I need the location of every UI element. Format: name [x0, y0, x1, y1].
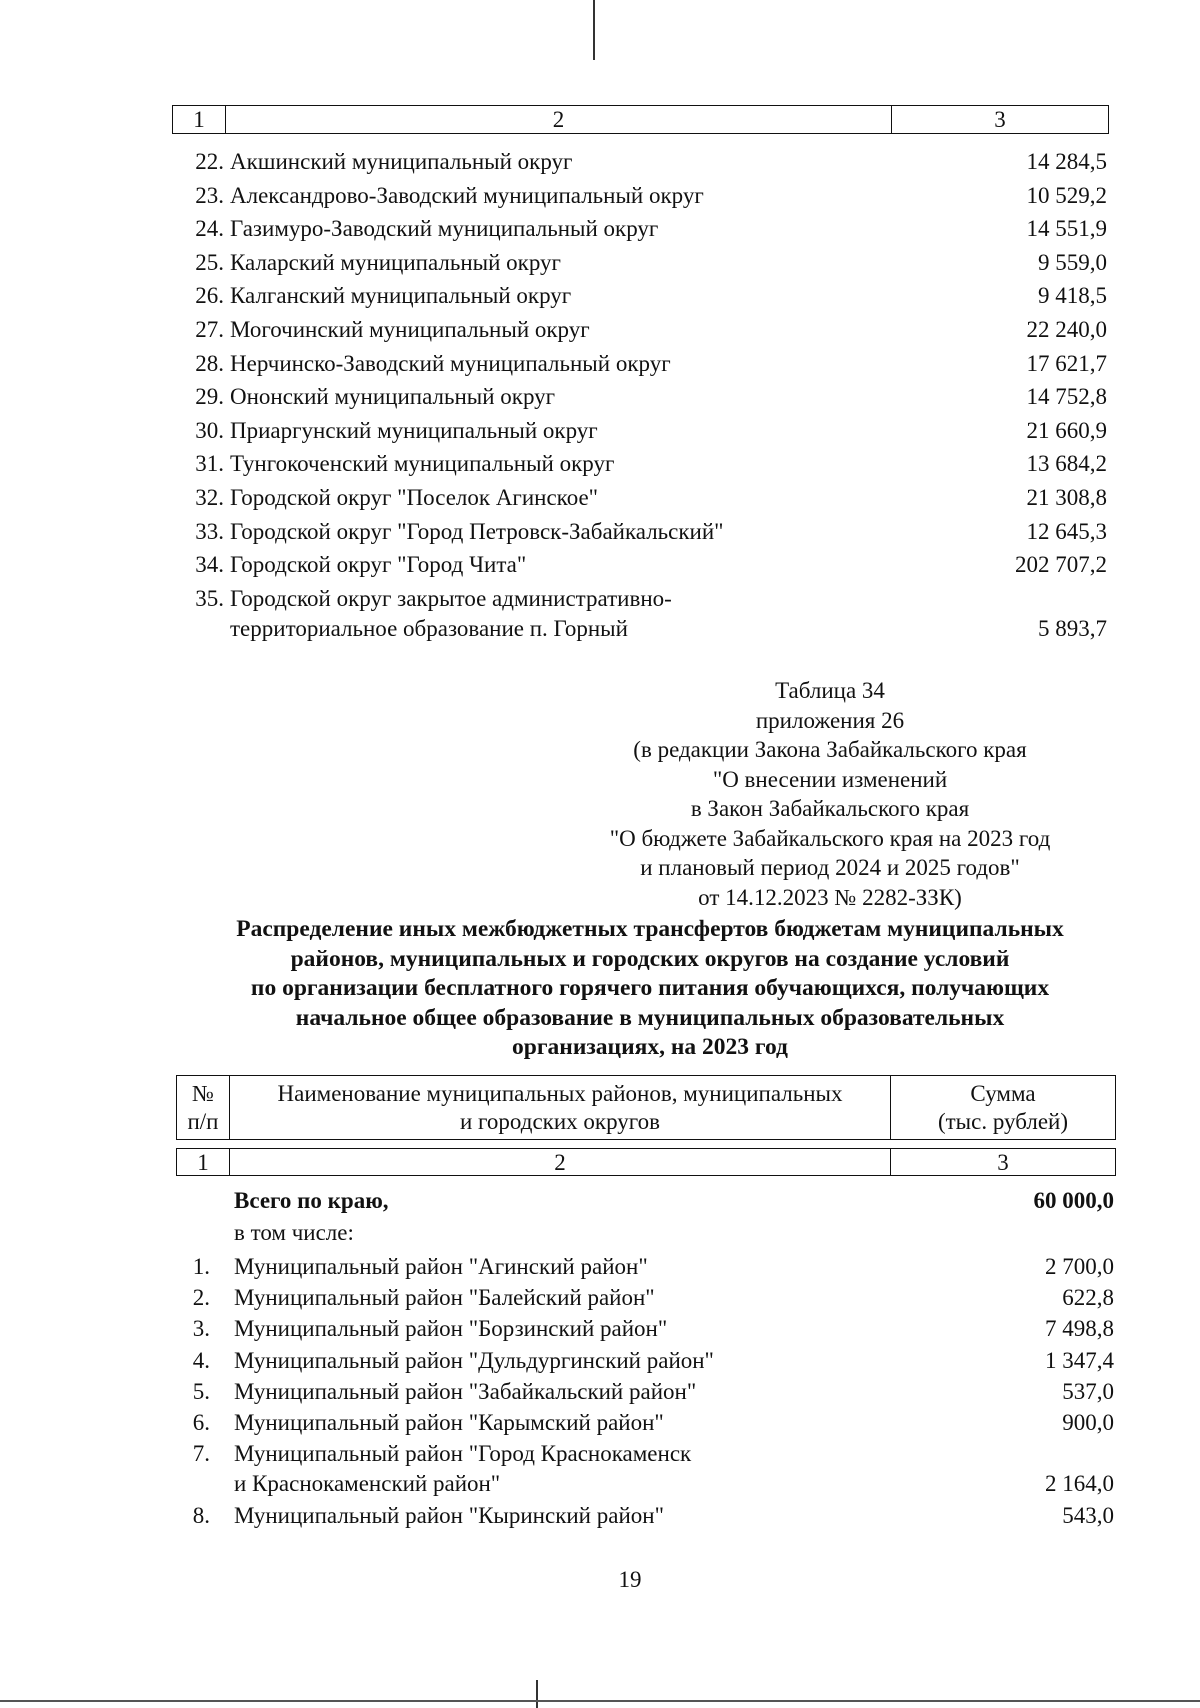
scan-mark-bottom: [536, 1680, 538, 1708]
table-row: [0, 1377, 1200, 1407]
row-number: 34.: [195, 552, 224, 578]
including-label: в том числе:: [234, 1220, 354, 1245]
title-line1: Распределение иных межбюджетных трансфертов бюджетам муниципальных: [236, 916, 1064, 942]
row-name: Городской округ "Город Петровск-Забайкальский": [230, 518, 724, 544]
table-row: [0, 349, 1200, 379]
caption-line6: "О бюджете Забайкальского края на 2023 год: [609, 825, 1051, 851]
table-row: [0, 1408, 1200, 1438]
table-row-continuation: [0, 614, 1200, 644]
row-number: 5.: [192, 1378, 210, 1404]
scan-edge-bottom: [0, 1700, 1200, 1702]
row-value: 7 498,8: [1045, 1316, 1114, 1342]
table-row: [0, 1501, 1200, 1531]
total-label: Всего по краю,: [234, 1188, 389, 1213]
caption-line1: Таблица 34: [775, 678, 885, 703]
row-value: 622,8: [1062, 1285, 1114, 1311]
top-header-col2: 2: [226, 106, 892, 134]
table-row: [0, 181, 1200, 211]
row-name: Муниципальный район "Забайкальский район": [234, 1378, 697, 1404]
row-value: 537,0: [1062, 1378, 1114, 1404]
row-name: Александрово-Заводский муниципальный округ: [230, 182, 704, 208]
table-row: [0, 550, 1200, 580]
table-row: [0, 281, 1200, 311]
second-table-index: [176, 1148, 1116, 1176]
row-name: Каларский муниципальный округ: [230, 249, 561, 275]
table-row: [0, 147, 1200, 177]
row-name: Муниципальный район "Балейский район": [234, 1285, 655, 1311]
index-col1: 1: [177, 1149, 230, 1176]
row-name: Муниципальный район "Дульдургинский район": [234, 1347, 714, 1373]
table-row: [0, 584, 1200, 614]
row-name-line1: Муниципальный район "Город Краснокаменск: [234, 1441, 692, 1466]
row-number: 26.: [195, 283, 224, 309]
row-value: 10 529,2: [1026, 182, 1107, 208]
row-value: 13 684,2: [1026, 451, 1107, 477]
row-name: Акшинский муниципальный округ: [230, 149, 573, 174]
row-name: Газимуро-Заводский муниципальный округ: [230, 216, 659, 242]
row-name-line1: Городской округ закрытое административно-: [230, 586, 672, 611]
row-value: 22 240,0: [1026, 317, 1107, 342]
title-line5: организациях, на 2023 год: [512, 1034, 788, 1060]
row-value: 12 645,3: [1026, 518, 1107, 544]
col-number-label2: п/п: [187, 1108, 219, 1134]
col-name-label1: Наименование муниципальных районов, муниципальных: [277, 1080, 843, 1106]
title-line3: по организации бесплатного горячего питания обучающихся, получающих: [250, 975, 1050, 1001]
table-row: [0, 449, 1200, 479]
row-value: 17 621,7: [1026, 350, 1107, 376]
row-name-line2: и Краснокаменский район": [234, 1471, 501, 1496]
table-row: [0, 416, 1200, 446]
table-row: [0, 517, 1200, 547]
document-title: [150, 915, 1150, 1063]
row-number: 7.: [192, 1441, 210, 1466]
row-number: 28.: [195, 350, 224, 376]
row-number: 2.: [192, 1285, 210, 1311]
row-number: 30.: [195, 417, 224, 443]
row-value: 543,0: [1062, 1503, 1114, 1528]
row-name: Приаргунский муниципальный округ: [230, 417, 598, 443]
total-value: 60 000,0: [1033, 1188, 1114, 1213]
row-number: 1.: [192, 1254, 210, 1279]
row-name: Тунгокоченский муниципальный округ: [230, 451, 615, 477]
index-col3: 3: [891, 1149, 1116, 1176]
row-name-line2: территориальное образование п. Горный: [230, 616, 628, 641]
row-number: 4.: [192, 1347, 210, 1373]
row-value: 5 893,7: [1038, 616, 1107, 641]
row-value: 21 660,9: [1026, 417, 1107, 443]
caption-line3: (в редакции Закона Забайкальского края: [633, 737, 1027, 762]
row-value: 14 752,8: [1026, 384, 1107, 410]
table-row-continuation: [0, 1469, 1200, 1499]
row-name: Муниципальный район "Борзинский район": [234, 1316, 668, 1342]
row-value: 900,0: [1062, 1410, 1114, 1435]
row-number: 35.: [195, 586, 224, 611]
row-value: 14 551,9: [1026, 216, 1107, 242]
row-name: Городской округ "Поселок Агинское": [230, 485, 599, 510]
table-row: [0, 214, 1200, 244]
second-table-header: [176, 1075, 1116, 1140]
row-name: Могочинский муниципальный округ: [230, 317, 590, 342]
including-row: [0, 1218, 1200, 1248]
page-number: 19: [618, 1567, 642, 1592]
table-row: [0, 382, 1200, 412]
table-caption: [560, 676, 1100, 912]
row-number: 27.: [195, 317, 224, 342]
row-value: 9 418,5: [1038, 283, 1107, 309]
row-number: 29.: [195, 384, 224, 410]
caption-line8: от 14.12.2023 № 2282-ЗЗК): [698, 884, 962, 910]
row-value: 2 164,0: [1045, 1471, 1114, 1496]
col-sum-header: [891, 1076, 1116, 1140]
top-header-col1: 1: [173, 106, 226, 134]
caption-line5: в Закон Забайкальского края: [690, 796, 970, 821]
row-value: 21 308,8: [1026, 485, 1107, 510]
row-name: Калганский муниципальный округ: [230, 283, 572, 309]
col-name-header: [230, 1076, 891, 1140]
scan-mark-top: [593, 0, 595, 60]
row-name: Городской округ "Город Чита": [230, 552, 527, 578]
row-number: 8.: [192, 1503, 210, 1528]
row-number: 23.: [195, 182, 224, 208]
table-row: [0, 1439, 1200, 1469]
row-name: Муниципальный район "Кыринский район": [234, 1503, 664, 1528]
row-value: 1 347,4: [1045, 1347, 1114, 1373]
row-value: 9 559,0: [1038, 249, 1107, 275]
col-number-label1: №: [192, 1080, 214, 1106]
row-number: 25.: [195, 249, 224, 275]
row-number: 33.: [195, 518, 224, 544]
row-value: 14 284,5: [1026, 149, 1107, 174]
col-sum-label1: Сумма: [970, 1080, 1036, 1106]
row-name: Ононский муниципальный округ: [230, 384, 556, 410]
table-row: [0, 1314, 1200, 1344]
table-row: [0, 1283, 1200, 1313]
table-row: [0, 248, 1200, 278]
caption-line4: "О внесении изменений: [712, 766, 948, 792]
caption-line2: приложения 26: [755, 707, 905, 733]
row-number: 22.: [195, 149, 224, 174]
caption-line7: и плановый период 2024 и 2025 годов": [640, 855, 1020, 880]
table-row: [0, 1252, 1200, 1282]
row-name: Муниципальный район "Агинский район": [234, 1254, 648, 1279]
title-line4: начальное общее образование в муниципальных образовательных: [295, 1004, 1005, 1031]
row-value: 202 707,2: [1015, 552, 1107, 578]
row-value: 2 700,0: [1045, 1254, 1114, 1279]
row-name: Нерчинско-Заводский муниципальный округ: [230, 350, 671, 376]
col-name-label2: и городских округов: [460, 1108, 660, 1134]
row-number: 24.: [195, 216, 224, 242]
row-number: 3.: [192, 1316, 210, 1342]
top-table-header: [172, 105, 1109, 134]
col-number-header: [177, 1076, 230, 1140]
total-row: [0, 1186, 1200, 1216]
row-number: 32.: [195, 485, 224, 510]
table-row: [0, 483, 1200, 513]
row-name: Муниципальный район "Карымский район": [234, 1410, 664, 1435]
table-row: [0, 315, 1200, 345]
index-col2: 2: [230, 1149, 891, 1176]
title-line2: районов, муниципальных и городских округов на создание условий: [290, 945, 1010, 972]
table-row: [0, 1346, 1200, 1376]
top-header-col3: 3: [892, 106, 1109, 134]
row-number: 31.: [195, 451, 224, 477]
row-number: 6.: [192, 1410, 210, 1435]
col-sum-label2: (тыс. рублей): [937, 1108, 1069, 1134]
